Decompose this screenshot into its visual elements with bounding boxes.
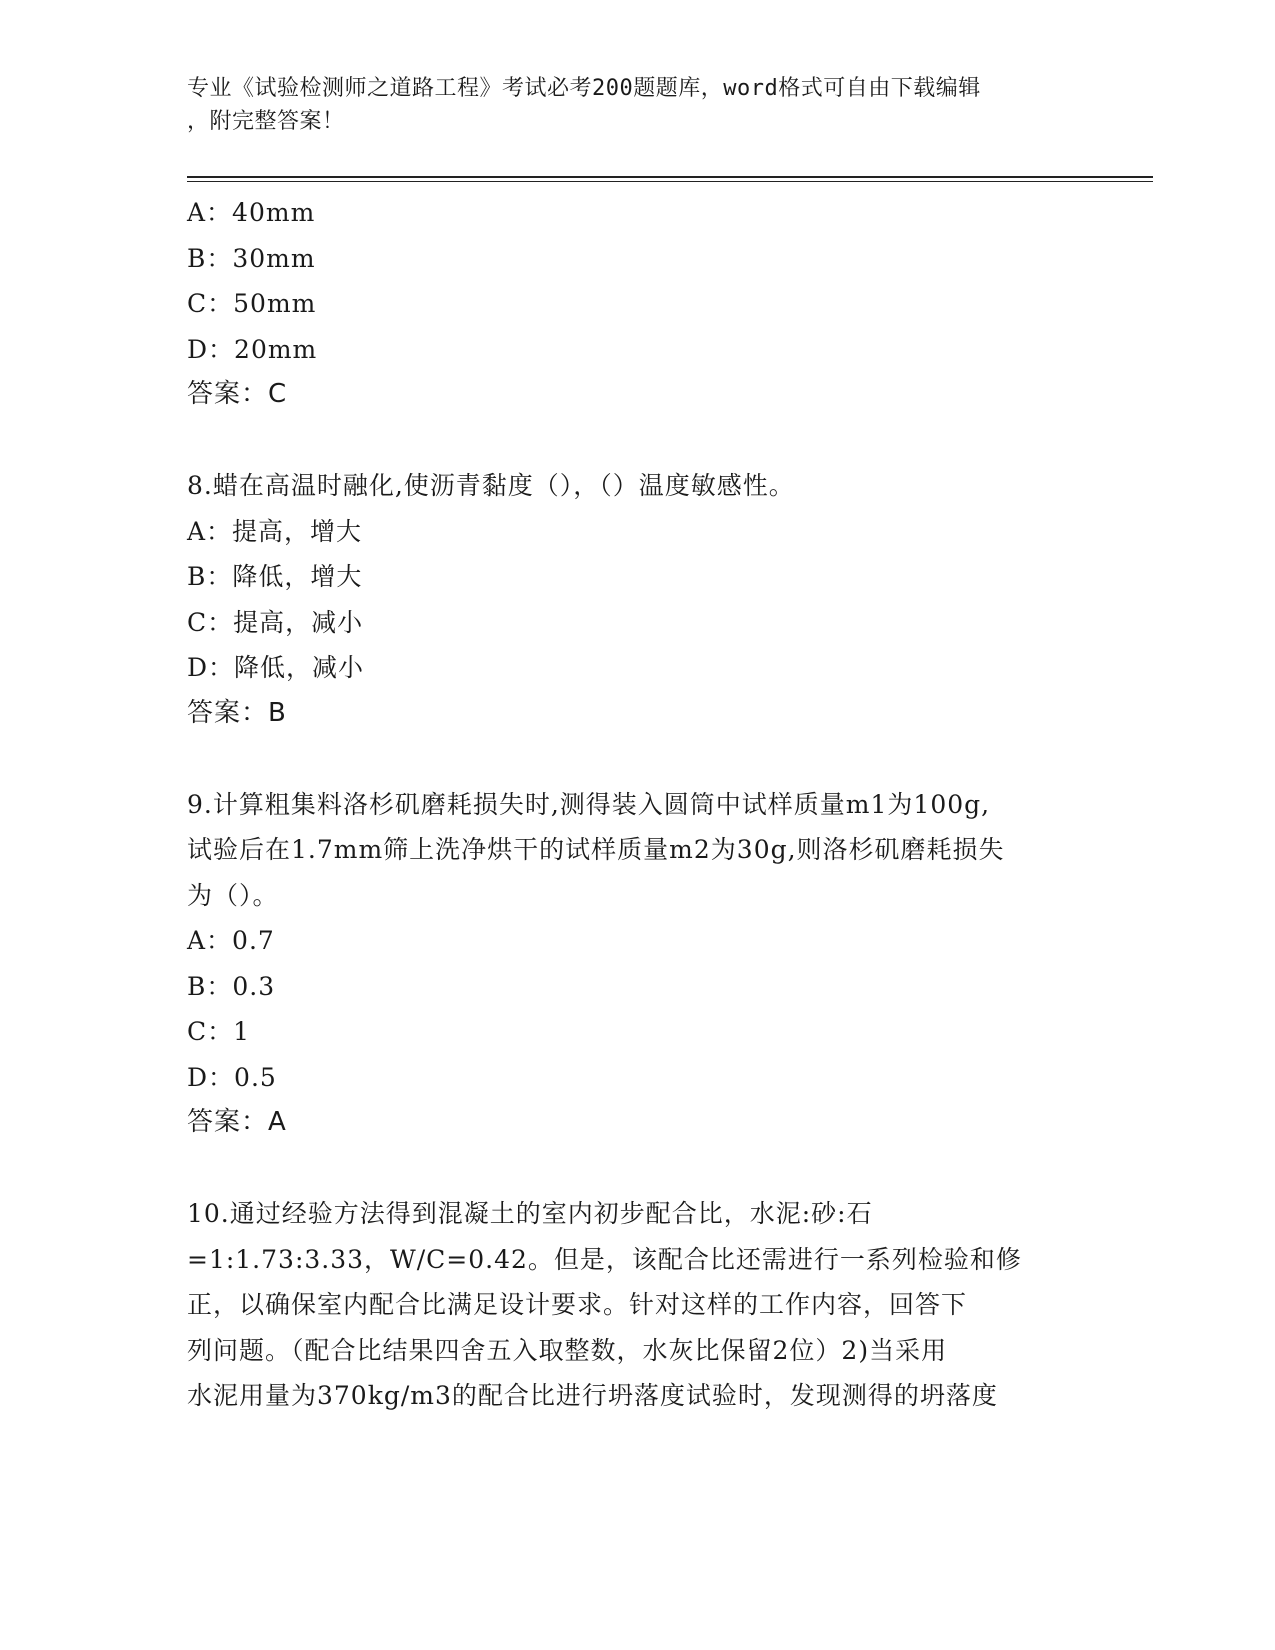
q7-option-d: D：20mm xyxy=(187,334,318,364)
q7-option-c: C：50mm xyxy=(187,289,317,318)
q9-stem-line: 9.计算粗集料洛杉矶磨耗损失时,测得装入圆筒中试样质量m1为100g, xyxy=(187,789,991,819)
q10-stem-line: =1:1.73:3.33，W/C=0.42。但是，该配合比还需进行一系列检验和修 xyxy=(187,1244,1022,1274)
q9-answer: 答案：A xyxy=(187,1107,287,1137)
q8-option-c: C：提高，减小 xyxy=(187,607,364,637)
q7-option-b: B：30mm xyxy=(187,243,316,273)
q9-stem-line: 为（）。 xyxy=(187,880,279,910)
spacer xyxy=(187,736,1087,782)
header-line-1: 专业《试验检测师之道路工程》考试必考200题题库，word格式可自由下载编辑 xyxy=(187,76,981,101)
q7-answer: 答案：C xyxy=(187,379,288,409)
q8-answer: 答案：B xyxy=(187,697,287,728)
header-divider-thick xyxy=(187,176,1153,178)
q9-option-b: B：0.3 xyxy=(187,971,276,1001)
q10-stem-line: 10.通过经验方法得到混凝土的室内初步配合比，水泥:砂:石 xyxy=(187,1199,873,1228)
q9-option-a: A：0.7 xyxy=(187,926,275,955)
q10-stem-line: 正，以确保室内配合比满足设计要求。针对这样的工作内容，回答下 xyxy=(187,1290,968,1319)
spacer xyxy=(187,1146,1087,1192)
q8-option-a: A：提高，增大 xyxy=(187,516,363,546)
q8-option-b: B：降低，增大 xyxy=(187,562,363,591)
q8-stem: 8.蜡在高温时融化,使沥青黏度（），（）温度敏感性。 xyxy=(187,471,795,500)
q9-stem-line: 试验后在1.7mm筛上洗净烘干的试样质量m2为30g,则洛杉矶磨耗损失 xyxy=(187,835,1005,864)
q10-stem-line: 水泥用量为370kg/m3的配合比进行坍落度试验时，发现测得的坍落度 xyxy=(187,1381,998,1410)
header-divider-thin xyxy=(187,181,1153,182)
document-header xyxy=(187,72,1067,138)
header-line-2: ，附完整答案！ xyxy=(187,109,345,134)
q9-option-d: D：0.5 xyxy=(187,1062,277,1092)
spacer xyxy=(187,418,1087,464)
q8-option-d: D：降低，减小 xyxy=(187,653,365,682)
question-content xyxy=(187,190,1087,1419)
q7-option-a: A：40mm xyxy=(187,198,316,227)
q10-stem-line: 列问题。（配合比结果四舍五入取整数，水灰比保留2位）2)当采用 xyxy=(187,1335,948,1365)
q9-option-c: C：1 xyxy=(187,1017,251,1046)
